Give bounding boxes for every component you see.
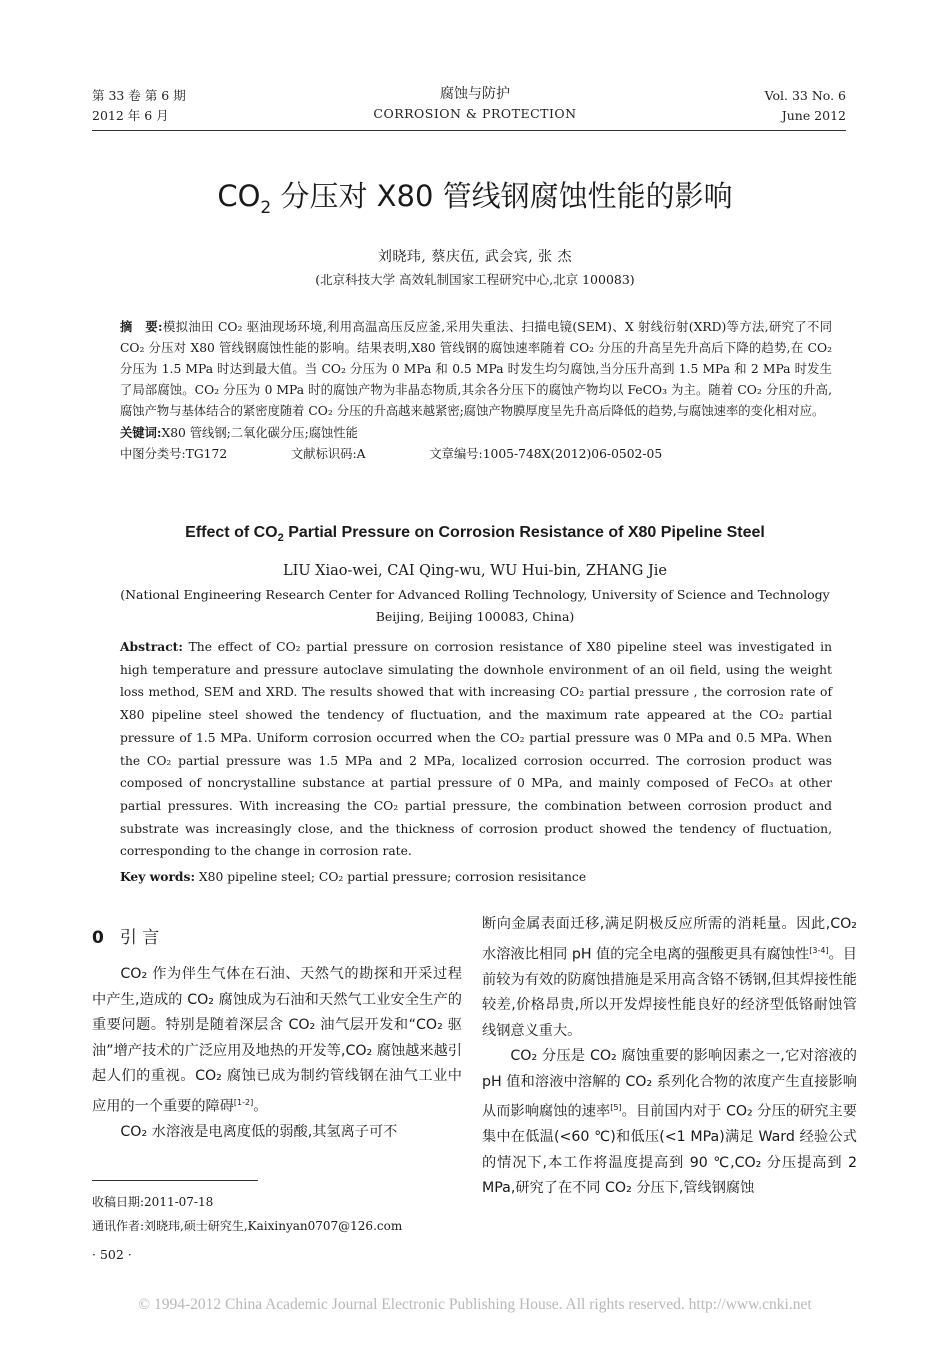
title-cn-subscript: 2 [260, 197, 272, 218]
keywords-en-line [120, 866, 832, 888]
abstract-en [120, 636, 832, 863]
intro-p2c-end: 。目前较为有效的防腐蚀措施是采用高含铬不锈钢,但其焊接性能较差,价格昂贵,所以开发焊接性能良好的经济型低铬耐蚀管线钢意义重大。 [482, 946, 857, 1039]
title-cn-rest: 分压对 X80 管线钢腐蚀性能的影响 [271, 179, 733, 213]
citation-5[interactable]: [5] [610, 1103, 622, 1113]
intro-p1-text: CO₂ 作为伴生气体在石油、天然气的勘探和开采过程中产生,造成的 CO₂ 腐蚀成为石油和天然气工业安全生产的重要问题。特别是随着深层含 CO₂ 油气层开发和“CO₂ 驱油”增产技术的广泛应用及地热的开发等,CO₂ 腐蚀越来越引起人们的重视。CO₂ 腐蚀已成为制约管线钢在油气工业中应用的一个重要的障碍 [92, 966, 462, 1115]
authors-en: LIU Xiao-wei, CAI Qing-wu, WU Hui-bin, ZHANG Jie [282, 563, 668, 579]
authors-cn: 刘晓玮, 蔡庆伍, 武会宾, 张 杰 [377, 249, 573, 265]
article-number-label: 文章编号: [429, 447, 483, 461]
section-title: 引 言 [119, 928, 160, 948]
abstract-en-label: Abstract: [120, 639, 183, 654]
doc-code-value: A [356, 447, 366, 461]
header-date-cn: 2012 年 6 月 [92, 108, 169, 123]
paper-title-cn [0, 176, 950, 228]
footnote [92, 1190, 472, 1238]
intro-p2c-text: 断向金属表面迁移,满足阴极反应所需的消耗量。因此,CO₂ 水溶液比相同 pH 值的完全电离的强酸更具有腐蚀性 [482, 916, 857, 963]
abstract-cn-label: 摘 要: [120, 319, 163, 334]
article-number-value: 1005-748X(2012)06-0502-05 [482, 447, 663, 461]
body-left-column [92, 962, 462, 1145]
title-cn-prefix: CO [217, 179, 261, 213]
body-right-column [482, 912, 857, 1202]
clc-label: 中图分类号: [120, 447, 186, 461]
intro-paragraph-1 [92, 962, 462, 1120]
abstract-cn-text: 模拟油田 CO₂ 驱油现场环境,利用高温高压反应釜,采用失重法、扫描电镜(SEM)、X 射线衍射(XRD)等方法,研究了不同 CO₂ 分压对 X80 管线钢腐蚀性能的影响。结果表明,X80 管线钢的腐蚀速率随着 CO₂ 分压的升高呈先升高后下降的趋势,在 CO₂ 分压为 1.5 MPa 时达到最大值。当 CO₂ 分压为 0 MPa 和 0.5 MPa 时发生均匀腐蚀,当分压升高到 1.5 MPa 和 2 MPa 时发生了局部腐蚀。CO₂ 分压为 0 MPa 时的腐蚀产物为非晶态物质,其余各分压下的腐蚀产物均以 FeCO₃ 为主。随着 CO₂ 分压的升高,腐蚀产物与基体结合的紧密度随着 CO₂ 分压的升高越来越紧密;腐蚀产物膜厚度呈先升高后降低的趋势,与腐蚀速率的变化相对应。 [120, 320, 832, 418]
header-divider [92, 130, 846, 131]
journal-name-en: CORROSION & PROTECTION [373, 106, 577, 121]
footnote-correspondent: 通讯作者:刘晓玮,硕士研究生,Kaixinyan0707@126.com [92, 1219, 403, 1233]
citation-1-2[interactable]: [1-2] [233, 1097, 254, 1107]
footnote-received: 收稿日期:2011-07-18 [92, 1195, 214, 1209]
journal-name-cn: 腐蚀与防护 [440, 86, 510, 102]
paper-title-en [0, 521, 950, 550]
header-right [765, 86, 846, 126]
classification-line [120, 444, 832, 465]
abstract-cn [120, 316, 832, 465]
intro-paragraph-2: CO₂ 水溶液是电离度低的弱酸,其氢离子可不 [120, 1123, 398, 1140]
intro-p3-text: CO₂ 分压是 CO₂ 腐蚀重要的影响因素之一,它对溶液的 pH 值和溶液中溶解的 CO₂ 系列化合物的浓度产生直接影响从而影响腐蚀的速率 [482, 1048, 857, 1120]
title-en-subscript: 2 [277, 532, 284, 545]
abstract-en-text: The effect of CO₂ partial pressure on corrosion resistance of X80 pipeline steel was investigated in high temperature and pressure autoclave simulating the downhole environment of an oil field, using the weight loss method, SEM and XRD. The results showed that with increasing CO₂ partial pressure , the corrosion rate of X80 pipeline steel showed the tendency of fluctuation, and the maximum rate appeared at the CO₂ partial pressure of 1.5 MPa. Uniform corrosion occurred when the CO₂ partial pressure was 0 MPa and 0.5 MPa. When the CO₂ partial pressure was 1.5 MPa and 2 MPa, localized corrosion occurred. The corrosion product was composed of noncrystalline substance at partial pressure of 0 MPa, and mainly composed of FeCO₃ at other partial pressures. With increasing the CO₂ partial pressure, the combination between corrosion product and substrate was increasingly close, and the thickness of corrosion product showed the tendency of fluctuation, corresponding to the change in corrosion rate. [120, 640, 832, 859]
citation-3-4[interactable]: [3-4] [809, 945, 829, 955]
affiliation-en: (National Engineering Research Center for Advanced Rolling Technology, University of Science and Technology Beijing, Beijing 100083, China) [120, 587, 830, 624]
keywords-cn-label: 关键词: [120, 425, 162, 440]
affiliation-cn: (北京科技大学 高效轧制国家工程研究中心,北京 100083) [315, 272, 635, 287]
keywords-cn: X80 管线钢;二氧化碳分压;腐蚀性能 [161, 426, 358, 440]
keywords-en: X80 pipeline steel; CO₂ partial pressure; corrosion resisitance [195, 870, 587, 884]
doc-code-label: 文献标识码: [290, 447, 357, 461]
clc-value: TG172 [185, 447, 228, 461]
section-heading-introduction [92, 926, 159, 950]
cnki-watermark: © 1994-2012 China Academic Journal Electronic Publishing House. All rights reserved. http://www.cnki.net [138, 1296, 812, 1313]
keywords-en-label: Key words: [120, 869, 195, 884]
title-en-prefix: Effect of CO [185, 524, 278, 541]
page-number: · 502 · [92, 1247, 132, 1262]
header-date-en: June 2012 [781, 108, 846, 123]
intro-p1-end: 。 [253, 1098, 268, 1115]
footnote-divider [92, 1180, 258, 1181]
header-volume-cn: 第 33 卷 第 6 期 [92, 88, 186, 103]
section-number: 0 [92, 928, 104, 948]
header-volume-en: Vol. 33 No. 6 [764, 88, 846, 103]
intro-p3-end: 。目前国内对于 CO₂ 分压的研究主要集中在低温(<60 ℃)和低压(<1 MPa)满足 Ward 经验公式的情况下,本工作将温度提高到 90 ℃,CO₂ 分压提高到 2 MPa,研究了在不同 CO₂ 分压下,管线钢腐蚀 [482, 1103, 857, 1197]
intro-paragraph-2-cont [482, 912, 857, 1044]
intro-paragraph-3 [482, 1044, 857, 1202]
title-en-rest: Partial Pressure on Corrosion Resistance of X80 Pipeline Steel [283, 524, 765, 541]
